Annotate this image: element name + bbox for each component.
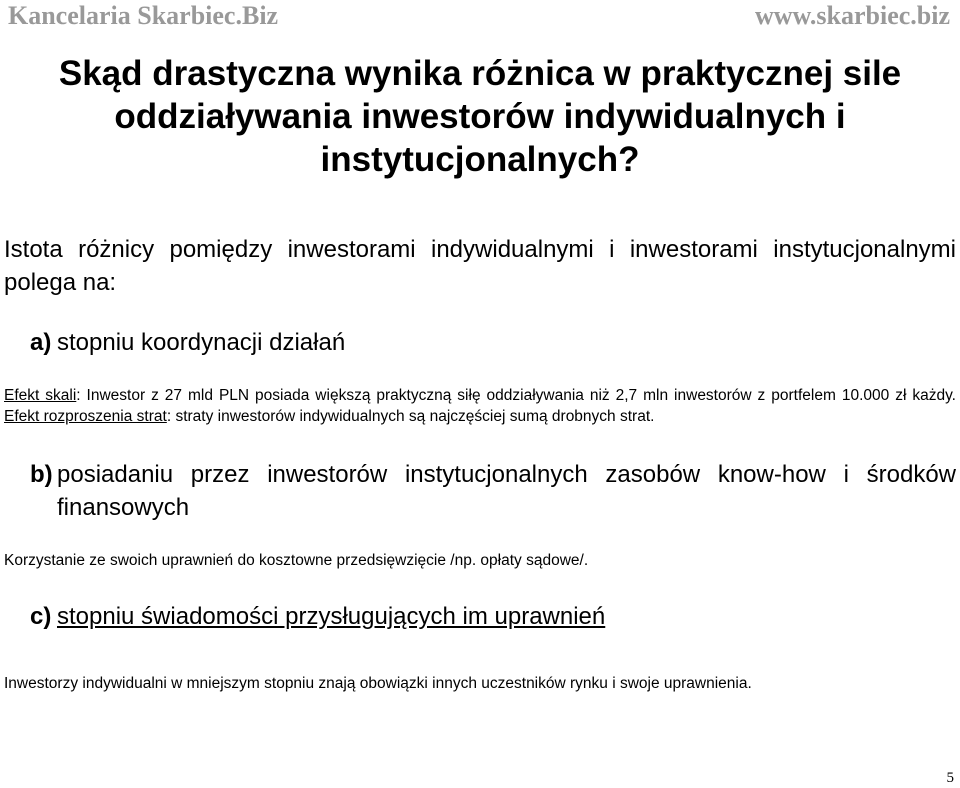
section-b-label: b)	[30, 461, 53, 488]
section-a-text-1: : Inwestor z 27 mld PLN posiada większą praktyczną siłę oddziaływania niż 2,7 mln inwestorów z portfelem 10.000 zł każdy.	[76, 387, 956, 404]
page-header	[0, 0, 960, 32]
section-a-title: stopniu koordynacji działań	[57, 329, 346, 356]
header-brand: Kancelaria Skarbiec.Biz	[8, 1, 279, 30]
page-number: 5	[946, 770, 954, 786]
section-c-title: stopniu świadomości przysługujących im uprawnień	[57, 603, 606, 630]
section-a-text-2: : straty inwestorów indywidualnych są najczęściej sumą drobnych strat.	[166, 408, 655, 425]
section-b-heading	[30, 458, 956, 524]
section-c-label: c)	[30, 603, 52, 630]
section-b-body: Korzystanie ze swoich uprawnień do kosztowne przedsięwzięcie /np. opłaty sądowe/.	[4, 552, 589, 569]
slide-title: Skąd drastyczna wynika różnica w praktycznej sile oddziaływania inwestorów indywidualnych i instytucjonalnych?	[58, 54, 902, 179]
intro-paragraph: Istota różnicy pomiędzy inwestorami indywidualnymi i inwestorami instytucjonalnymi polega na:	[4, 236, 956, 296]
section-a-heading	[30, 326, 956, 359]
term-efekt-skali: Efekt skali	[4, 387, 77, 404]
section-c-body: Inwestorzy indywidualni w mniejszym stopniu znają obowiązki innych uczestników rynku i swoje uprawnienia.	[4, 675, 752, 692]
section-c-heading	[30, 600, 956, 633]
section-b-title: posiadaniu przez inwestorów instytucjonalnych zasobów know-how i środków finansowych	[57, 461, 956, 521]
term-efekt-rozproszenia: Efekt rozproszenia strat	[4, 408, 167, 425]
section-a-body	[4, 385, 956, 427]
section-a-label: a)	[30, 329, 52, 356]
header-website: www.skarbiec.biz	[755, 1, 950, 30]
